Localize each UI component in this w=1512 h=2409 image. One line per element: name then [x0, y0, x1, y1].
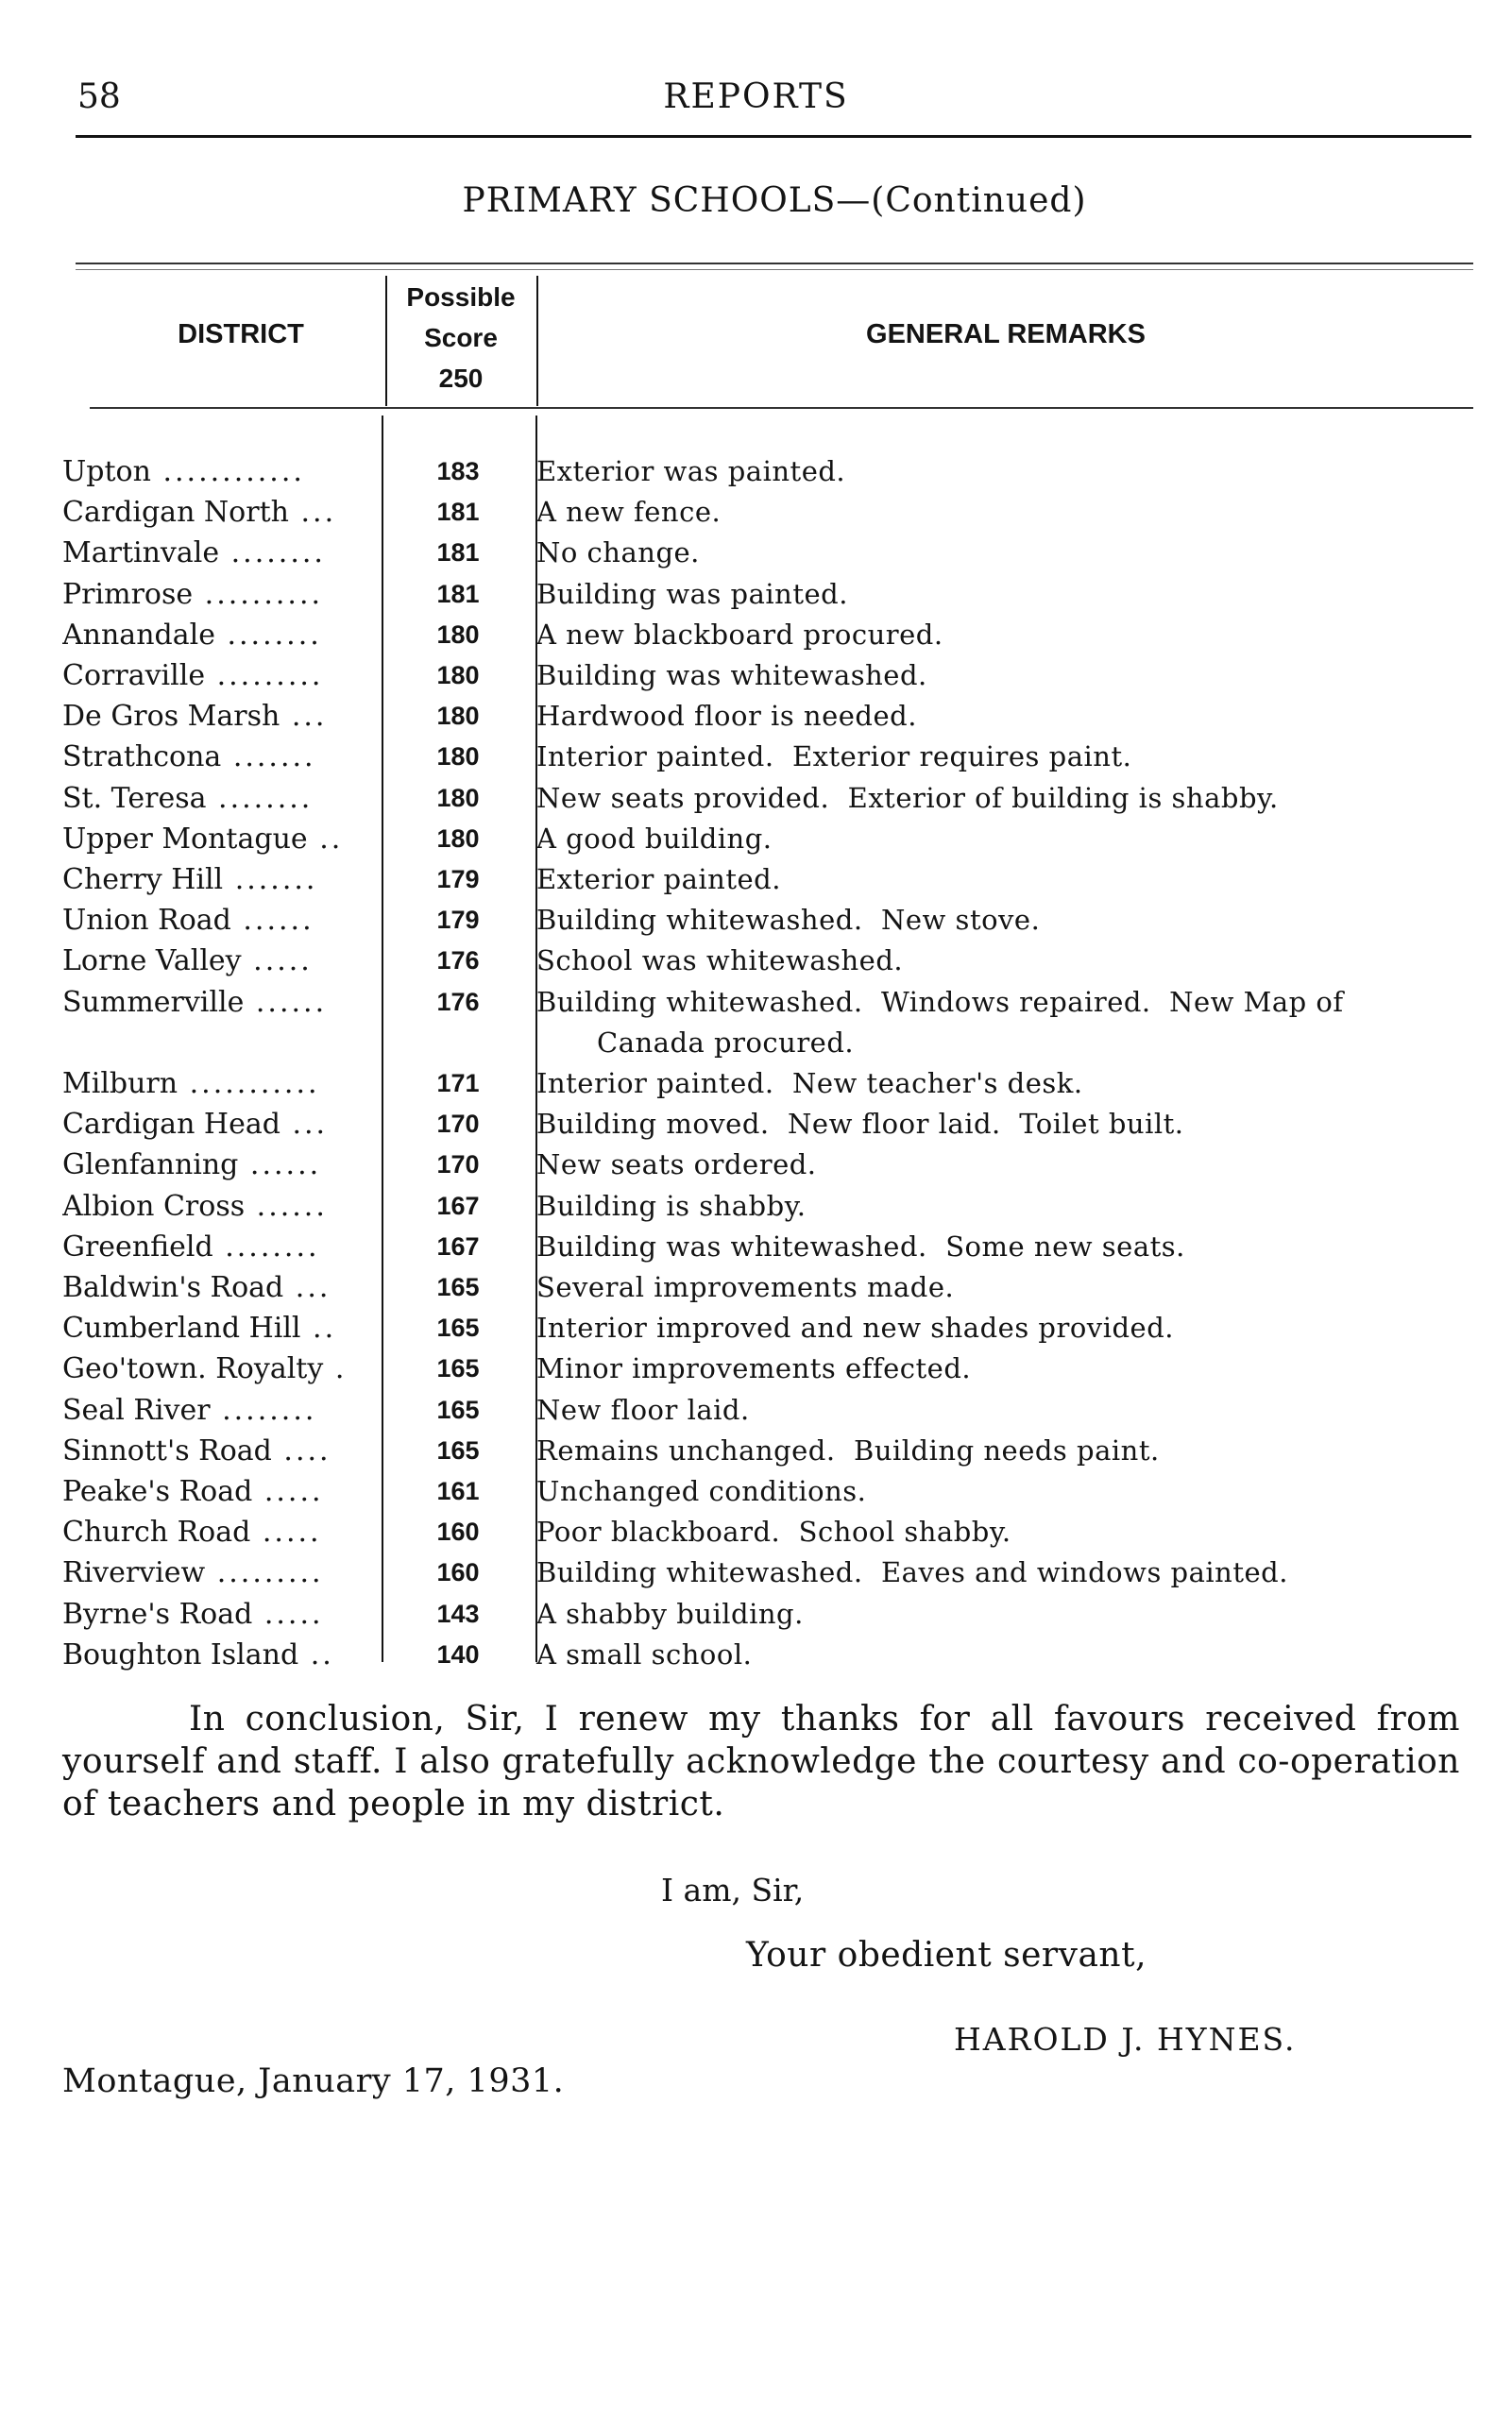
district-cell [62, 696, 374, 737]
remarks-text: Building whitewashed. New stove. [536, 904, 1041, 937]
district-name: Upper Montague [62, 822, 308, 856]
district-cell [62, 574, 374, 615]
remarks-cell [536, 1431, 1481, 1471]
remarks-text: Building whitewashed. Eaves and windows painted. [536, 1556, 1288, 1589]
district-cell [62, 1227, 374, 1267]
column-header-score-line1: Possible [406, 282, 516, 312]
score-cell: 160 [436, 1518, 480, 1547]
score-cell: 165 [436, 1314, 480, 1343]
district-name: Union Road [62, 904, 231, 938]
remarks-text: New floor laid. [536, 1393, 750, 1426]
district-cell [62, 615, 374, 655]
district-name: Geo'town. Royalty [62, 1352, 324, 1386]
remarks-text: A new fence. [536, 496, 722, 529]
dot-leader: ......... [205, 1556, 324, 1590]
score-cell: 143 [436, 1599, 480, 1628]
remarks-text: Hardwood floor is needed. [536, 700, 917, 733]
score-cell: 170 [436, 1150, 480, 1179]
dot-leader: ..... [252, 1475, 324, 1508]
remarks-text: Building was painted. [536, 577, 848, 610]
remarks-cell [536, 941, 1481, 981]
remarks-text: Minor improvements effected. [536, 1352, 972, 1385]
remarks-text: A new blackboard procured. [536, 618, 943, 651]
dot-leader: ..... [250, 1516, 322, 1550]
district-cell [62, 1186, 374, 1227]
remarks-text: Several improvements made. [536, 1271, 955, 1303]
district-cell [62, 737, 374, 777]
signature: HAROLD J. HYNES. [954, 2021, 1297, 2058]
remarks-cell [536, 1552, 1481, 1593]
table-header-rule [90, 407, 1473, 409]
remarks-text: A small school. [536, 1637, 753, 1671]
score-cell: 176 [436, 987, 480, 1016]
district-cell [62, 1471, 374, 1512]
score-cell: 180 [436, 661, 480, 689]
district-name: Cherry Hill [62, 863, 224, 896]
score-cell: 179 [436, 865, 480, 893]
district-name: St. Teresa [62, 781, 207, 815]
score-cell: 180 [436, 619, 480, 649]
page-number: 58 [77, 77, 121, 116]
district-cell [62, 900, 374, 941]
district-name: Baldwin's Road [62, 1271, 284, 1304]
column-header-score [385, 277, 536, 399]
remarks-text: Exterior painted. [536, 863, 781, 895]
remarks-cell [536, 1063, 1481, 1104]
score-cell: 165 [436, 1273, 480, 1301]
dot-leader: ..... [241, 944, 313, 978]
district-name: Lorne Valley [62, 944, 242, 978]
district-name: Greenfield [62, 1230, 213, 1264]
district-name: Byrne's Road [62, 1597, 253, 1631]
district-name: Church Road [62, 1516, 251, 1550]
table-top-rule [76, 263, 1473, 264]
remarks-text: A shabby building. [536, 1597, 804, 1630]
salutation: I am, Sir, [661, 1872, 805, 1909]
remarks-text: Remains unchanged. Building needs paint. [536, 1434, 1160, 1467]
district-name: Corraville [62, 659, 206, 692]
remarks-text: Building moved. New floor laid. Toilet built. [536, 1108, 1184, 1141]
district-cell [62, 1594, 374, 1635]
remarks-cell [536, 900, 1481, 941]
remarks-text: Exterior was painted. [536, 455, 846, 487]
remarks-text: Interior painted. Exterior requires paint. [536, 740, 1132, 773]
remarks-cell [536, 859, 1481, 900]
district-name: De Gros Marsh [62, 700, 280, 734]
score-cell: 176 [436, 946, 480, 975]
dot-leader: ....... [221, 740, 316, 774]
district-cell [62, 1267, 374, 1308]
remarks-text: Building is shabby. [536, 1189, 807, 1222]
dot-leader: ........ [219, 536, 326, 570]
column-divider-left [382, 416, 383, 1662]
district-name: Seal River [62, 1393, 211, 1427]
district-cell [62, 941, 374, 981]
score-cell: 180 [436, 823, 480, 853]
district-name: Peake's Road [62, 1475, 253, 1508]
dot-leader: ....... [223, 863, 318, 896]
column-header-remarks: GENERAL REMARKS [866, 319, 1146, 349]
district-name: Primrose [62, 577, 194, 611]
remarks-cell [536, 982, 1481, 1063]
district-name: Cardigan Head [62, 1108, 280, 1142]
district-name: Albion Cross [62, 1189, 246, 1223]
dot-leader: ...... [238, 1148, 322, 1182]
remarks-cell [536, 1390, 1481, 1431]
district-name: Cardigan North [62, 496, 289, 530]
remarks-cell [536, 451, 1481, 492]
score-cell: 180 [436, 742, 480, 772]
dot-leader: ........ [206, 781, 314, 815]
column-header-district: DISTRICT [178, 319, 304, 349]
district-name: Riverview [62, 1556, 206, 1590]
dot-leader: ...... [245, 1189, 328, 1223]
district-cell [62, 1104, 374, 1145]
remarks-text: Poor blackboard. School shabby. [536, 1516, 1011, 1549]
district-cell [62, 533, 374, 573]
remarks-text: Building whitewashed. Windows repaired. New Map of [536, 985, 1344, 1018]
district-cell [62, 1635, 374, 1675]
column-header-score-line3: 250 [438, 364, 484, 393]
dot-leader: ... [283, 1271, 331, 1304]
dot-leader: ........ [214, 618, 322, 652]
remarks-cell [536, 1145, 1481, 1185]
column-header-score-line2: Score [424, 323, 498, 352]
remarks-cell [536, 1267, 1481, 1308]
district-cell [62, 1390, 374, 1431]
district-name: Annandale [62, 618, 215, 652]
district-cell [62, 451, 374, 492]
dot-leader: .. [298, 1637, 334, 1671]
remarks-text: New seats provided. Exterior of building is shabby. [536, 781, 1279, 814]
district-name: Cumberland Hill [62, 1312, 301, 1346]
remarks-text: Building was whitewashed. [536, 659, 927, 691]
remarks-cell [536, 492, 1481, 533]
place-and-date: Montague, January 17, 1931. [62, 2062, 565, 2100]
dot-leader: .. [307, 822, 344, 856]
score-cell: 167 [436, 1231, 480, 1261]
district-name: Milburn [62, 1067, 178, 1100]
score-cell: 165 [436, 1435, 480, 1465]
score-cell: 170 [436, 1110, 480, 1139]
table-top-rule-secondary [76, 269, 1473, 270]
district-cell [62, 819, 374, 859]
closing-paragraph [62, 1698, 1460, 1825]
dot-leader: .... [271, 1434, 331, 1467]
header-rule [76, 135, 1471, 138]
remarks-cell [536, 1308, 1481, 1349]
dot-leader: ...... [244, 985, 328, 1019]
score-cell: 179 [436, 906, 480, 935]
remarks-cell [536, 1512, 1481, 1552]
district-cell [62, 982, 374, 1023]
dot-leader: ... [280, 1108, 329, 1142]
dot-leader: . [323, 1352, 348, 1386]
dot-leader: ... [288, 496, 337, 530]
remarks-cell [536, 574, 1481, 615]
district-name: Martinvale [62, 536, 220, 570]
district-cell [62, 1512, 374, 1552]
closing-paragraph-text: In conclusion, Sir, I renew my thanks for all favours received from yourself and staff. I also gratefully acknowledge the courtesy and co-operation of teachers and people in my district. [62, 1700, 1460, 1824]
district-cell [62, 1552, 374, 1593]
district-cell [62, 1063, 374, 1104]
running-title: REPORTS [663, 77, 849, 116]
dot-leader: .......... [193, 577, 324, 611]
remarks-text: School was whitewashed. [536, 944, 904, 977]
score-cell: 180 [436, 783, 480, 812]
score-cell: 183 [436, 457, 480, 485]
remarks-cell [536, 1635, 1481, 1675]
remarks-cell [536, 696, 1481, 737]
remarks-cell [536, 1104, 1481, 1145]
dot-leader: .. [300, 1312, 337, 1346]
district-name: Sinnott's Road [62, 1434, 272, 1467]
valediction: Your obedient servant, [746, 1936, 1147, 1975]
score-cell: 165 [436, 1395, 480, 1424]
district-name: Boughton Island [62, 1637, 299, 1671]
remarks-text: Unchanged conditions. [536, 1475, 867, 1507]
score-cell: 165 [436, 1354, 480, 1383]
district-name: Upton [62, 455, 151, 488]
district-cell [62, 859, 374, 900]
dot-leader: ......... [205, 659, 324, 692]
district-name: Strathcona [62, 740, 222, 774]
score-cell: 181 [436, 579, 480, 608]
remarks-cell [536, 1471, 1481, 1512]
district-cell [62, 492, 374, 533]
dot-leader: ..... [252, 1597, 324, 1631]
district-cell [62, 778, 374, 819]
remarks-cell [536, 778, 1481, 819]
district-cell [62, 1308, 374, 1349]
remarks-continuation: Canada procured. [597, 1026, 855, 1059]
score-cell: 167 [436, 1191, 480, 1220]
district-cell [62, 1431, 374, 1471]
dot-leader: ............ [150, 455, 305, 488]
score-cell: 181 [436, 498, 480, 527]
district-cell [62, 1349, 374, 1389]
score-cell: 160 [436, 1558, 480, 1587]
remarks-cell [536, 533, 1481, 573]
remarks-cell [536, 1594, 1481, 1635]
remarks-text: New seats ordered. [536, 1148, 817, 1181]
score-cell: 171 [436, 1069, 480, 1097]
dot-leader: ...... [230, 904, 314, 938]
district-cell [62, 1145, 374, 1185]
remarks-cell [536, 1186, 1481, 1227]
score-cell: 140 [436, 1639, 480, 1669]
district-name: Summerville [62, 985, 245, 1019]
remarks-text: Interior improved and new shades provided. [536, 1312, 1174, 1345]
remarks-cell [536, 737, 1481, 777]
remarks-cell [536, 655, 1481, 696]
section-title: PRIMARY SCHOOLS—(Continued) [462, 181, 1087, 220]
remarks-text: Interior painted. New teacher's desk. [536, 1067, 1083, 1099]
remarks-cell [536, 1227, 1481, 1267]
remarks-cell [536, 615, 1481, 655]
dot-leader: ... [280, 700, 328, 734]
dot-leader: ........ [212, 1230, 320, 1264]
remarks-cell [536, 819, 1481, 859]
remarks-cell [536, 1349, 1481, 1389]
score-cell: 181 [436, 538, 480, 568]
district-name: Glenfanning [62, 1148, 239, 1182]
score-cell: 180 [436, 702, 480, 731]
dot-leader: ........... [178, 1067, 320, 1100]
dot-leader: ........ [210, 1393, 317, 1427]
district-cell [62, 655, 374, 696]
remarks-text: A good building. [536, 822, 773, 855]
remarks-text: No change. [536, 536, 700, 569]
remarks-text: Building was whitewashed. Some new seats. [536, 1230, 1185, 1263]
score-cell: 161 [436, 1477, 480, 1505]
